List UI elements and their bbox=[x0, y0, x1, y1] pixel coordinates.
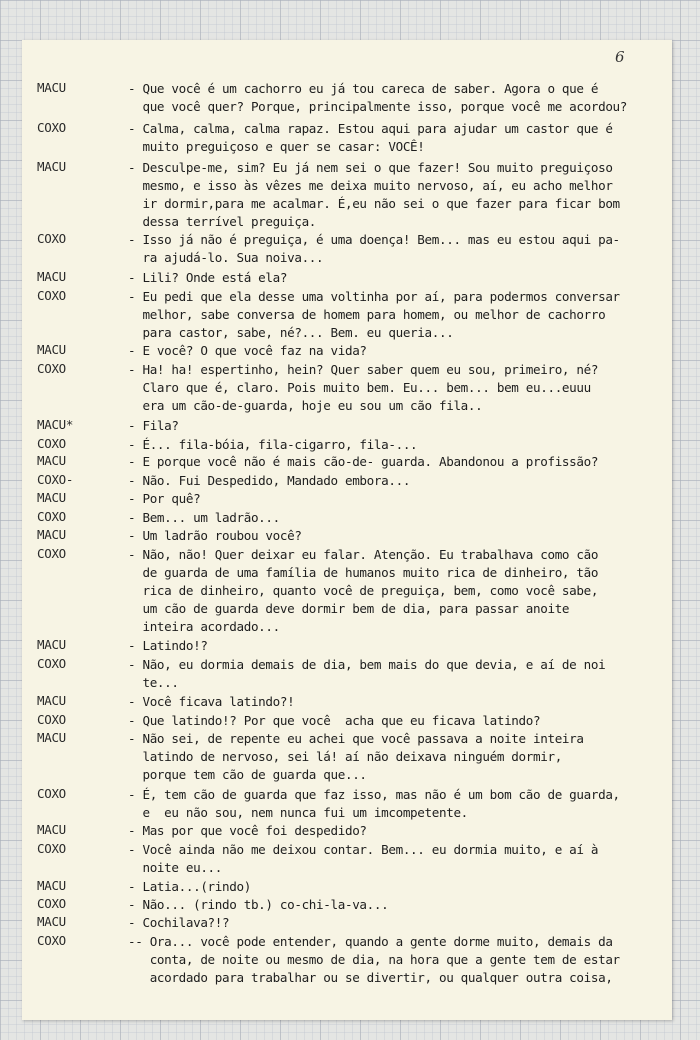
speaker-name: COXO bbox=[37, 841, 66, 856]
dialogue-text: - E porque você não é mais cão-de- guarda. Abandonou a profissão? bbox=[128, 454, 599, 469]
speaker-name: MACU bbox=[37, 637, 66, 652]
dialogue-text: - Por quê? bbox=[128, 491, 201, 506]
dialogue-text: - Desculpe-me, sim? Eu já nem sei o que fazer! Sou muito preguiçoso mesmo, e isso às vêzes me deixa muito nervoso, aí, eu acho melhor ir dormir,para me acalmar. É,eu não sei o que fazer para ficar bom dessa terrível preguiça. bbox=[128, 160, 620, 229]
speaker-name: COXO bbox=[37, 786, 66, 801]
speaker-name: COXO bbox=[37, 120, 66, 135]
dialogue-text: - Você ainda não me deixou contar. Bem... eu dormia muito, e aí à noite eu... bbox=[128, 842, 599, 875]
dialogue-text: - Não... (rindo tb.) co-chi-la-va... bbox=[128, 897, 389, 912]
dialogue-text: - Mas por que você foi despedido? bbox=[128, 823, 367, 838]
dialogue-text: - Calma, calma, calma rapaz. Estou aqui para ajudar um castor que é muito preguiçoso e quer se casar: VOCÊ! bbox=[128, 121, 613, 154]
dialogue-text: - Isso já não é preguiça, é uma doença! Bem... mas eu estou aqui pa- ra ajudá-lo. Sua noiva... bbox=[128, 232, 620, 265]
speaker-name: COXO bbox=[37, 361, 66, 376]
speaker-name: COXO bbox=[37, 436, 66, 451]
speaker-name: COXO bbox=[37, 656, 66, 671]
speaker-name: MACU bbox=[37, 822, 66, 837]
dialogue-text: - Latia...(rindo) bbox=[128, 879, 251, 894]
dialogue-text: - Não, não! Quer deixar eu falar. Atenção. Eu trabalhava como cão de guarda de uma família de humanos muito rica de dinheiro, tão rica de dinheiro, quanto você de preguiça, bem, como você sabe, um cão de guarda deve dormir bem de dia, para passar anoite inteira acordado... bbox=[128, 547, 599, 634]
dialogue-text: - Lili? Onde está ela? bbox=[128, 270, 288, 285]
dialogue-text: - Latindo!? bbox=[128, 638, 208, 653]
speaker-name: MACU bbox=[37, 527, 66, 542]
page-number: 6 bbox=[615, 48, 625, 66]
dialogue-text: - Fila? bbox=[128, 418, 179, 433]
dialogue-text: - Eu pedi que ela desse uma voltinha por aí, para podermos conversar melhor, sabe conversa de homem para homem, ou melhor de cachorro para castor, sabe, né?... Bem. eu queria... bbox=[128, 289, 620, 340]
speaker-name: MACU bbox=[37, 342, 66, 357]
speaker-name: MACU bbox=[37, 80, 66, 95]
speaker-name: COXO bbox=[37, 231, 66, 246]
speaker-name: COXO bbox=[37, 896, 66, 911]
speaker-name: MACU bbox=[37, 878, 66, 893]
dialogue-text: - E você? O que você faz na vida? bbox=[128, 343, 367, 358]
speaker-name: MACU bbox=[37, 914, 66, 929]
typewritten-page bbox=[22, 40, 672, 1020]
dialogue-text: - Que você é um cachorro eu já tou careca de saber. Agora o que é que você quer? Porque, principalmente isso, porque você me acordou? bbox=[128, 81, 628, 114]
dialogue-text: - É... fila-bóia, fila-cigarro, fila-... bbox=[128, 437, 418, 452]
speaker-name: MACU bbox=[37, 730, 66, 745]
dialogue-text: - Não sei, de repente eu achei que você passava a noite inteira latindo de nervoso, sei lá! aí não deixava ninguém dormir, porque tem cão de guarda que... bbox=[128, 731, 584, 782]
dialogue-text: - Um ladrão roubou você? bbox=[128, 528, 302, 543]
speaker-name: MACU bbox=[37, 693, 66, 708]
dialogue-text: -- Ora... você pode entender, quando a gente dorme muito, demais da conta, de noite ou mesmo de dia, na hora que a gente tem de estar acordado para trabalhar ou se divertir, ou qualquer outra coisa, bbox=[128, 934, 620, 985]
dialogue-text: - Não, eu dormia demais de dia, bem mais do que devia, e aí de noi te... bbox=[128, 657, 606, 690]
speaker-name: COXO bbox=[37, 933, 66, 948]
speaker-name: COXO bbox=[37, 288, 66, 303]
speaker-name: COXO bbox=[37, 509, 66, 524]
dialogue-text: - É, tem cão de guarda que faz isso, mas não é um bom cão de guarda, e eu não sou, nem nunca fui um imcompetente. bbox=[128, 787, 620, 820]
speaker-name: MACU bbox=[37, 490, 66, 505]
speaker-name: MACU bbox=[37, 159, 66, 174]
speaker-name: MACU bbox=[37, 453, 66, 468]
speaker-name: COXO- bbox=[37, 472, 74, 487]
dialogue-text: - Ha! ha! espertinho, hein? Quer saber quem eu sou, primeiro, né? Claro que é, claro. Pois muito bem. Eu... bem... bem eu...euuu era um cão-de-guarda, hoje eu sou um cão fila.. bbox=[128, 362, 599, 413]
dialogue-text: - Cochilava?!? bbox=[128, 915, 230, 930]
speaker-name: MACU bbox=[37, 269, 66, 284]
speaker-name: MACU* bbox=[37, 417, 74, 432]
speaker-name: COXO bbox=[37, 546, 66, 561]
dialogue-text: - Não. Fui Despedido, Mandado embora... bbox=[128, 473, 411, 488]
dialogue-text: - Que latindo!? Por que você acha que eu ficava latindo? bbox=[128, 713, 541, 728]
dialogue-text: - Você ficava latindo?! bbox=[128, 694, 295, 709]
dialogue-text: - Bem... um ladrão... bbox=[128, 510, 280, 525]
speaker-name: COXO bbox=[37, 712, 66, 727]
